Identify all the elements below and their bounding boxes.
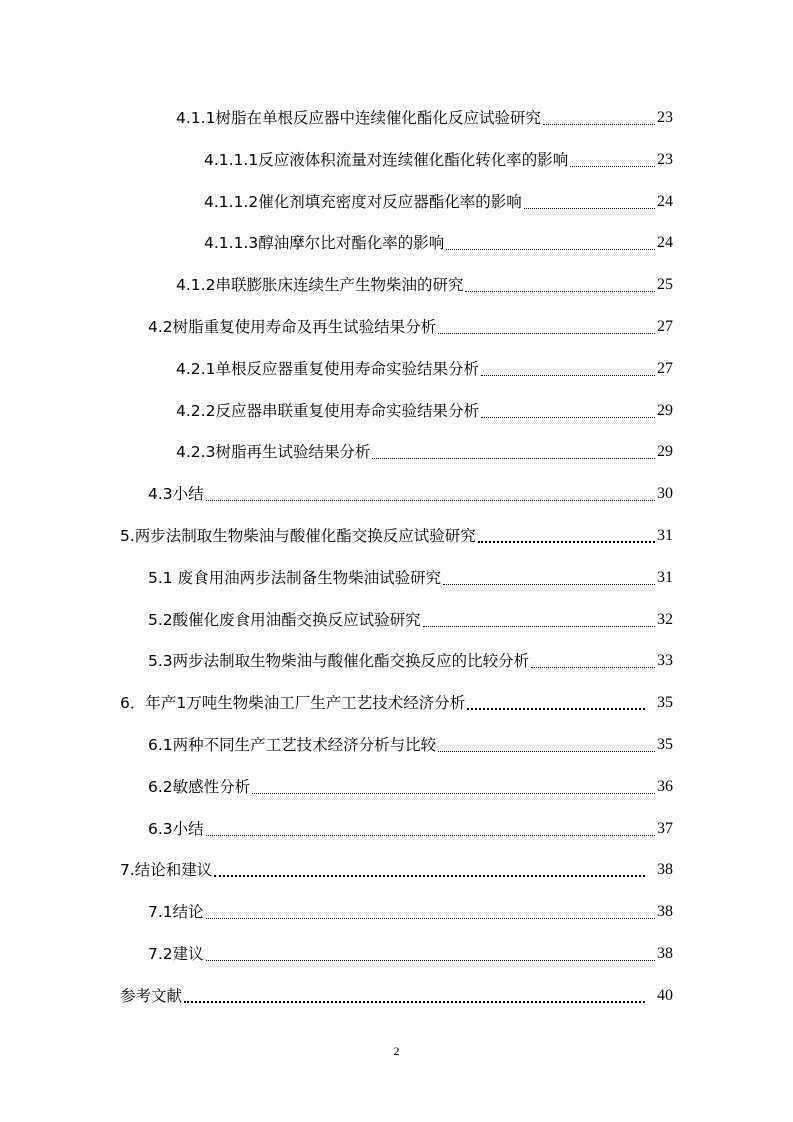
toc-entry-number: 4.3 [148,485,173,503]
toc-entry-page: 38 [657,945,673,962]
toc-entry-number: 4.2.2 [176,402,216,420]
dot-leader [206,834,655,836]
toc-entry-page: 23 [657,151,673,168]
toc-entry-title: 酸催化废食用油酯交换反应试验研究 [172,611,421,629]
toc-entry-number: 5.3 [148,652,173,670]
toc-entry-page: 36 [657,778,673,795]
toc-entry-number: 5.2 [148,611,173,629]
toc-entry-page: 23 [657,109,673,126]
toc-entry-5-2[interactable] [148,606,673,630]
toc-entry-page: 30 [657,485,673,502]
toc-entry-number: 6.3 [148,820,173,838]
toc-entry-page: 27 [657,360,673,377]
toc-entry-page: 37 [657,820,673,837]
dot-leader [206,499,655,501]
toc-entry-page: 32 [657,611,673,628]
toc-entry-4-1-1-1[interactable] [204,146,673,170]
dot-leader [372,457,655,459]
toc-entry-title: 树脂在单根反应器中连续催化酯化反应试验研究 [215,109,541,127]
toc-entry-title: 单根反应器重复使用寿命实验结果分析 [215,360,479,378]
toc-entry-4-2-2[interactable] [176,397,673,421]
toc-entry-title: 小结 [172,820,204,838]
toc-entry-number: 4.2.3 [176,443,216,461]
toc-entry-5-1[interactable] [148,564,673,588]
toc-entry-number: 4.1.2 [176,276,216,294]
toc-entry-page: 24 [657,193,673,210]
toc-entry-page: 38 [657,903,673,920]
toc-entry-title: 废食用油两步法制备生物柴油试验研究 [172,569,442,587]
toc-entry-number: 4.1.1.1 [204,151,259,169]
toc-entry-4-3[interactable] [148,480,673,504]
toc-entry-4-1-1[interactable] [176,104,673,128]
toc-entry-title: 两种不同生产工艺技术经济分析与比较 [172,736,437,754]
toc-entry-number: 4.2 [148,318,173,336]
dot-leader [423,625,655,627]
toc-entry-page: 24 [657,234,673,251]
toc-entry-page: 35 [657,736,673,753]
dot-leader [446,248,655,250]
dot-leader [570,165,655,167]
toc-entry-title: 反应液体积流量对连续催化酯化转化率的影响 [258,151,569,169]
toc-entry-6-3[interactable] [148,815,673,839]
dot-leader [438,332,655,334]
dot-leader [443,583,655,585]
toc-entry-title: 催化剂填充密度对反应器酯化率的影响 [258,193,522,211]
toc-entry-title: 反应器串联重复使用寿命实验结果分析 [215,402,479,420]
toc-entry-4-2[interactable] [148,313,673,337]
toc-entry-page: 35 [657,694,673,711]
toc-entry-page: 27 [657,318,673,335]
toc-entry-title: 建议 [172,945,204,963]
dot-leader [531,666,655,668]
dot-leader [478,540,655,543]
toc-entry-number: 6． [120,694,146,712]
toc-entry-title: 结论 [172,903,204,921]
toc-entry-page: 31 [657,527,673,544]
dot-leader [467,707,645,710]
dot-leader [481,416,655,418]
toc-entry-page: 29 [657,402,673,419]
toc-entry-6-2[interactable] [148,773,673,797]
dot-leader [438,750,655,752]
toc-entry-title: 小结 [172,485,204,503]
toc-entry-title: 敏感性分析 [172,778,251,796]
dot-leader [214,874,645,877]
toc-entry-page: 38 [657,861,673,878]
page-number: 2 [393,1044,400,1058]
toc-entry-number: 6.1 [148,736,173,754]
dot-leader [465,290,655,292]
dot-leader [481,374,655,376]
dot-leader [206,959,655,961]
toc-entry-4-1-1-3[interactable] [204,229,673,253]
toc-entry-page: 25 [657,276,673,293]
toc-entry-number: 5.1 [148,569,173,587]
toc-entry-number: 7. [120,861,135,879]
toc-entry-page: 40 [657,987,673,1004]
toc-entry-number: 4.1.1 [176,109,216,127]
toc-entry-number: 7.1 [148,903,173,921]
toc-entry-page: 31 [657,569,673,586]
toc-entry-title: 结论和建议 [134,861,213,879]
toc-entry-7-2[interactable] [148,940,673,964]
toc-entry-number: 4.1.1.2 [204,193,259,211]
toc-entry-number: 4.1.1.3 [204,234,259,252]
toc-entry-page: 29 [657,443,673,460]
toc-entry-5[interactable] [120,522,673,546]
dot-leader [184,1000,645,1003]
toc-entry-7[interactable] [120,856,673,880]
toc-entry-number: 4.2.1 [176,360,216,378]
toc-entry-page: 33 [657,652,673,669]
toc-entry-title: 树脂重复使用寿命及再生试验结果分析 [172,318,437,336]
toc-entry-4-2-3[interactable] [176,438,673,462]
dot-leader [543,123,655,125]
toc-entry-4-2-1[interactable] [176,355,673,379]
dot-leader [206,917,655,919]
toc-entry-title: 两步法制取生物柴油与酸催化酯交换反应的比较分析 [172,652,530,670]
toc-entry-4-1-2[interactable] [176,271,673,295]
toc-entry-title: 串联膨胀床连续生产生物柴油的研究 [215,276,464,294]
dot-leader [252,792,655,794]
toc-entry-4-1-1-2[interactable] [204,188,673,212]
toc-entry-5-3[interactable] [148,647,673,671]
toc-entry-title: 醇油摩尔比对酯化率的影响 [258,234,445,252]
toc-entry-number: 5. [120,527,135,545]
toc-entry-title: 树脂再生试验结果分析 [215,443,371,461]
toc-entry-title: 参考文献 [120,987,183,1005]
toc-entry-number: 7.2 [148,945,173,963]
toc-entry-number: 6.2 [148,778,173,796]
dot-leader [524,207,655,209]
toc-entry-6[interactable] [120,689,673,713]
toc-entry-6-1[interactable] [148,731,673,755]
toc-entry-title: 两步法制取生物柴油与酸催化酯交换反应试验研究 [134,527,476,545]
toc-entry-title: 年产1万吨生物柴油工厂生产工艺技术经济分析 [145,694,466,712]
toc-entry-references[interactable] [120,982,673,1006]
toc-entry-7-1[interactable] [148,898,673,922]
